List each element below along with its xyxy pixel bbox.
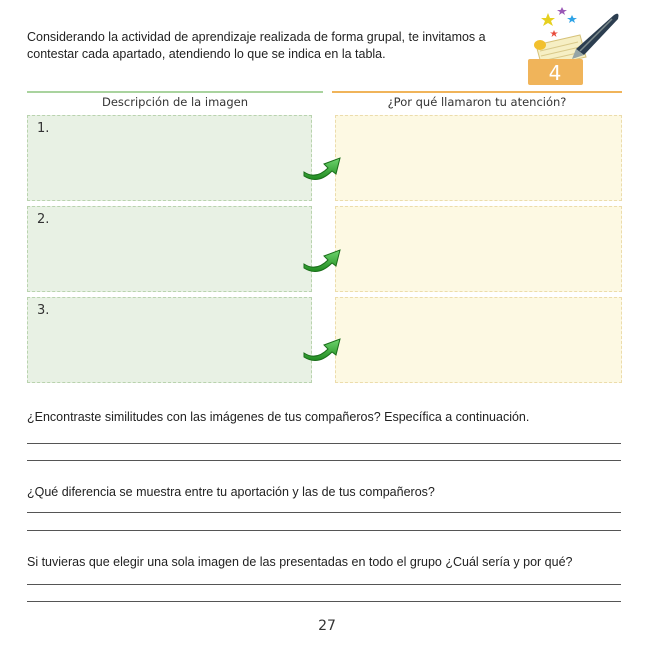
row-number: 1. [37,121,50,136]
answer-line[interactable] [27,584,621,585]
row-number: 2. [37,212,50,227]
description-cell-3[interactable] [27,297,312,383]
row-number: 3. [37,303,50,318]
question-choose-image: Si tuvieras que elegir una sola imagen de las presentadas en todo el grupo ¿Cuál sería y por qué? [27,555,573,569]
column-header-description: Descripción de la imagen [101,95,248,109]
instructions-line-2: contestar cada apartado, atendiendo lo que se indica en la tabla. [27,46,386,61]
answer-line[interactable] [27,460,621,461]
activity-badge [528,5,628,87]
question-differences: ¿Qué diferencia se muestra entre tu aportación y las de tus compañeros? [27,485,435,499]
attention-cell-3[interactable] [335,297,622,383]
right-header-rule [332,91,622,93]
instructions-paragraph [27,29,527,62]
star-icon [541,7,577,37]
answer-line[interactable] [27,530,621,531]
instructions-line-1: Considerando la actividad de aprendizaje realizada de forma grupal, te invitamos a [27,30,486,44]
answer-line[interactable] [27,443,621,444]
curved-arrow-icon [302,152,342,182]
question-similarities: ¿Encontraste similitudes con las imágenes de tus compañeros? Específica a continuación. [27,410,530,424]
badge-number: 4 [548,61,562,85]
left-header-rule [27,91,323,93]
curved-arrow-icon [302,244,342,274]
attention-cell-1[interactable] [335,115,622,201]
column-header-attention: ¿Por qué llamaron tu atención? [387,95,567,109]
answer-line[interactable] [27,512,621,513]
curved-arrow-icon [302,333,342,363]
answer-line[interactable] [27,601,621,602]
attention-cell-2[interactable] [335,206,622,292]
description-cell-1[interactable] [27,115,312,201]
page-number: 27 [318,618,336,634]
description-cell-2[interactable] [27,206,312,292]
